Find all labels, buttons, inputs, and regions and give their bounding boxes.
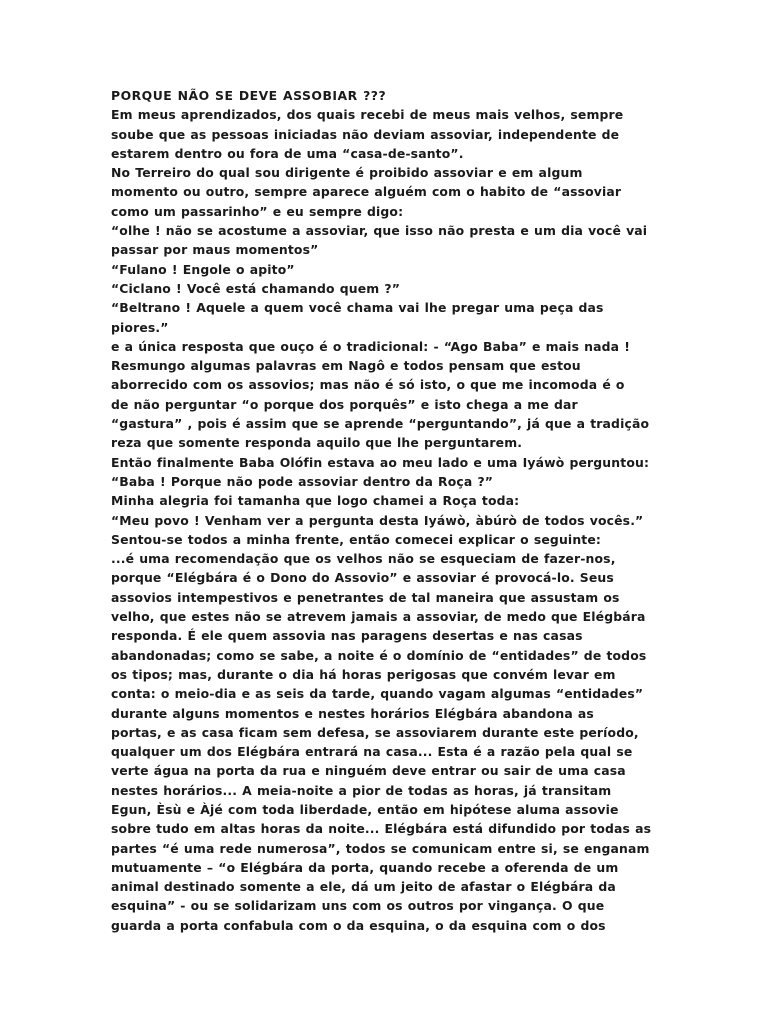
text-line: soube que as pessoas iniciadas não deviam assoviar, independente de xyxy=(111,126,620,142)
text-line: verte água na porta da rua e ninguém deve entrar ou sair de uma casa xyxy=(111,763,626,779)
text-line: “olhe ! não se acostume a assoviar, que isso não presta e um dia você vai xyxy=(111,223,648,239)
text-line: durante alguns momentos e nestes horários Elégbára abandona as xyxy=(111,705,594,721)
text-line: de não perguntar “o porque dos porquês” e isto chega a me dar xyxy=(111,396,578,412)
text-line: “Meu povo ! Venham ver a pergunta desta Iyáwò, àbúrò de todos vocês.” xyxy=(111,512,644,528)
text-line: “Beltrano ! Aquele a quem você chama vai lhe pregar uma peça das xyxy=(111,300,604,316)
text-line: assovios intempestivos e penetrantes de tal maneira que assustam os xyxy=(111,589,620,605)
text-line: responda. É ele quem assovia nas paragens desertas e nas casas xyxy=(111,628,583,644)
text-line: guarda a porta confabula com o da esquina, o da esquina com o dos xyxy=(111,917,606,933)
text-line: aborrecido com os assovios; mas não é só isto, o que me incomoda é o xyxy=(111,377,625,393)
text-line: velho, que estes não se atrevem jamais a assoviar, de medo que Elégbára xyxy=(111,609,646,625)
document-body xyxy=(111,86,671,935)
text-line: como um passarinho” e eu sempre digo: xyxy=(111,203,404,219)
text-line: No Terreiro do qual sou dirigente é proibido assoviar e em algum xyxy=(111,165,583,181)
text-line: “gastura” , pois é assim que se aprende “perguntando”, já que a tradição xyxy=(111,416,650,432)
text-line: abandonadas; como se sabe, a noite é o domínio de “entidades” de todos xyxy=(111,647,647,663)
text-line: e a única resposta que ouço é o tradicional: - “Ago Baba” e mais nada ! xyxy=(111,338,631,354)
text-line: animal destinado somente a ele, dá um jeito de afastar o Elégbára da xyxy=(111,879,616,895)
text-line: Minha alegria foi tamanha que logo chamei a Roça toda: xyxy=(111,493,520,509)
text-line: estarem dentro ou fora de uma “casa-de-santo”. xyxy=(111,145,464,161)
text-line: ...é uma recomendação que os velhos não se esqueciam de fazer-nos, xyxy=(111,551,616,567)
text-line: partes “é uma rede numerosa”, todos se comunicam entre si, se enganam xyxy=(111,840,650,856)
text-line: passar por maus momentos” xyxy=(111,242,319,258)
document-paragraphs xyxy=(111,105,671,935)
text-line: Resmungo algumas palavras em Nagô e todos pensam que estou xyxy=(111,358,581,374)
text-line: sobre tudo em altas horas da noite... Elégbára está difundido por todas as xyxy=(111,821,652,837)
text-line: momento ou outro, sempre aparece alguém com o habito de “assoviar xyxy=(111,184,622,200)
text-line: nestes horários... A meia-noite a pior de todas as horas, já transitam xyxy=(111,782,612,798)
text-line: Egun, Èsù e Àjé com toda liberdade, então em hipótese aluma assovie xyxy=(111,801,619,817)
text-line: os tipos; mas, durante o dia há horas perigosas que convém levar em xyxy=(111,666,616,682)
text-line: “Fulano ! Engole o apito” xyxy=(111,261,295,277)
text-line: qualquer um dos Elégbára entrará na casa... Esta é a razão pela qual se xyxy=(111,744,633,760)
text-line: “Baba ! Porque não pode assoviar dentro da Roça ?” xyxy=(111,473,494,489)
document-title: PORQUE NÃO SE DEVE ASSOBIAR ??? xyxy=(111,88,387,103)
text-line: piores.” xyxy=(111,319,169,335)
text-line: mutuamente – “o Elégbára da porta, quando recebe a oferenda de um xyxy=(111,859,619,875)
text-line: portas, e as casa ficam sem defesa, se assoviarem durante este período, xyxy=(111,724,639,740)
text-line: Então finalmente Baba Olófin estava ao meu lado e uma Iyáwò perguntou: xyxy=(111,454,650,470)
text-line: porque “Elégbára é o Dono do Assovio” e assoviar é provocá-lo. Seus xyxy=(111,570,614,586)
text-line: Em meus aprendizados, dos quais recebi de meus mais velhos, sempre xyxy=(111,107,624,123)
text-line: esquina” - ou se solidarizam uns com os outros por vingança. O que xyxy=(111,898,605,914)
text-line: conta: o meio-dia e as seis da tarde, quando vagam algumas “entidades” xyxy=(111,686,644,702)
text-line: Sentou-se todos a minha frente, então comecei explicar o seguinte: xyxy=(111,531,602,547)
text-line: “Ciclano ! Você está chamando quem ?” xyxy=(111,280,401,296)
text-line: reza que somente responda aquilo que lhe perguntarem. xyxy=(111,435,523,451)
